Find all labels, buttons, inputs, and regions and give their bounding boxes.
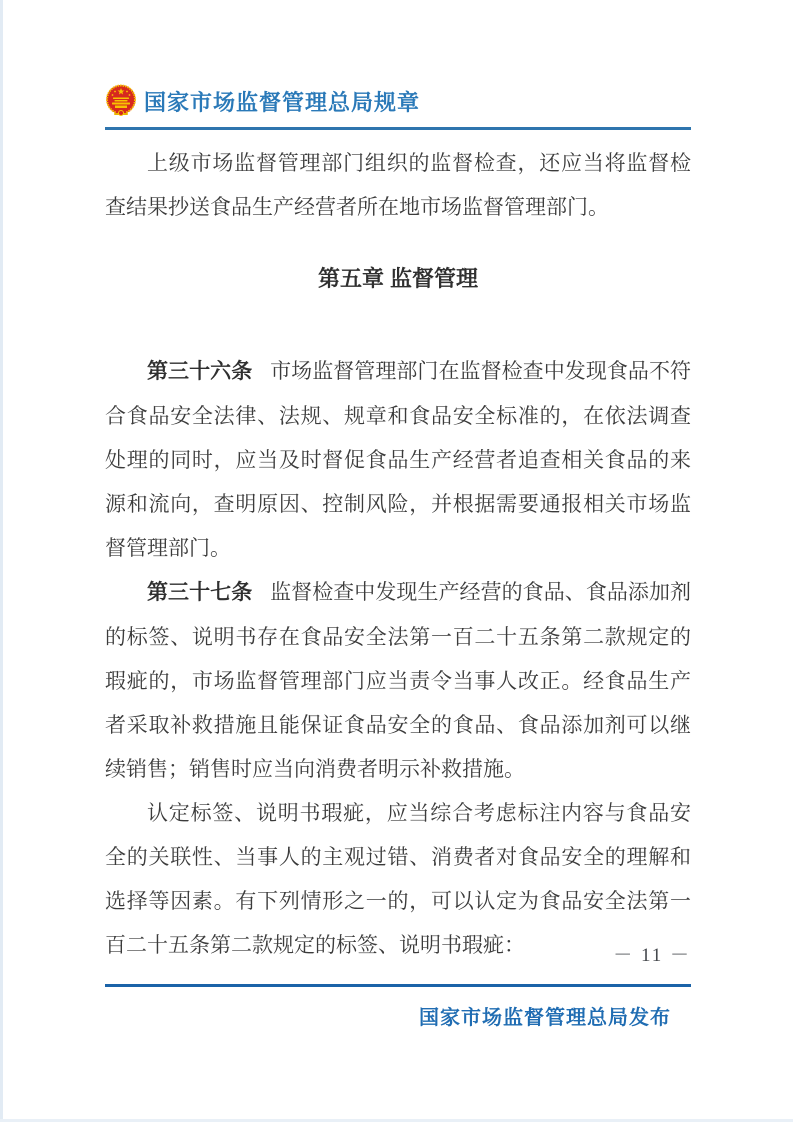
page-header [105, 84, 691, 118]
china-national-emblem-icon [105, 84, 137, 118]
header-title: 国家市场监督管理总局规章 [144, 89, 421, 115]
paragraph-intro: 上级市场监督管理部门组织的监督检查，还应当将监督检查结果抄送食品生产经营者所在地市场监督管理部门。 [105, 151, 691, 219]
document-body [105, 141, 691, 967]
article-36-label: 第三十六条 [147, 360, 253, 383]
article-36-text: 市场监督管理部门在监督检查中发现食品不符合食品安全法律、法规、规章和食品安全标准的，在依法调查处理的同时，应当及时督促食品生产经营者追查相关食品的来源和流向，查明原因、控制风险，并根据需要通报相关市场监督管理部门。 [105, 359, 692, 560]
article-37-label: 第三十七条 [147, 581, 253, 604]
footer-rule [105, 984, 691, 987]
header-rule [105, 127, 691, 130]
page-left-edge-shadow [0, 0, 3, 1122]
chapter-heading: 第五章 监督管理 [317, 266, 479, 291]
article-37-paragraph [105, 570, 691, 791]
page-number: － 11 － [613, 945, 691, 966]
article-36-paragraph [105, 349, 691, 570]
spacer [105, 301, 691, 349]
footer-publisher: 国家市场监督管理总局发布 [419, 1007, 671, 1029]
article-37-text: 监督检查中发现生产经营的食品、食品添加剂的标签、说明书存在食品安全法第一百二十五条第二款规定的瑕疵的，市场监督管理部门应当责令当事人改正。经食品生产者采取补救措施且能保证食品安全的食品、食品添加剂可以继续销售；销售时应当向消费者明示补救措施。 [105, 580, 692, 781]
paragraph-flaw-criteria: 认定标签、说明书瑕疵，应当综合考虑标注内容与食品安全的关联性、当事人的主观过错、消费者对食品安全的理解和选择等因素。有下列情形之一的，可以认定为食品安全法第一百二十五条第二款规定的标签、说明书瑕疵： [105, 801, 691, 957]
